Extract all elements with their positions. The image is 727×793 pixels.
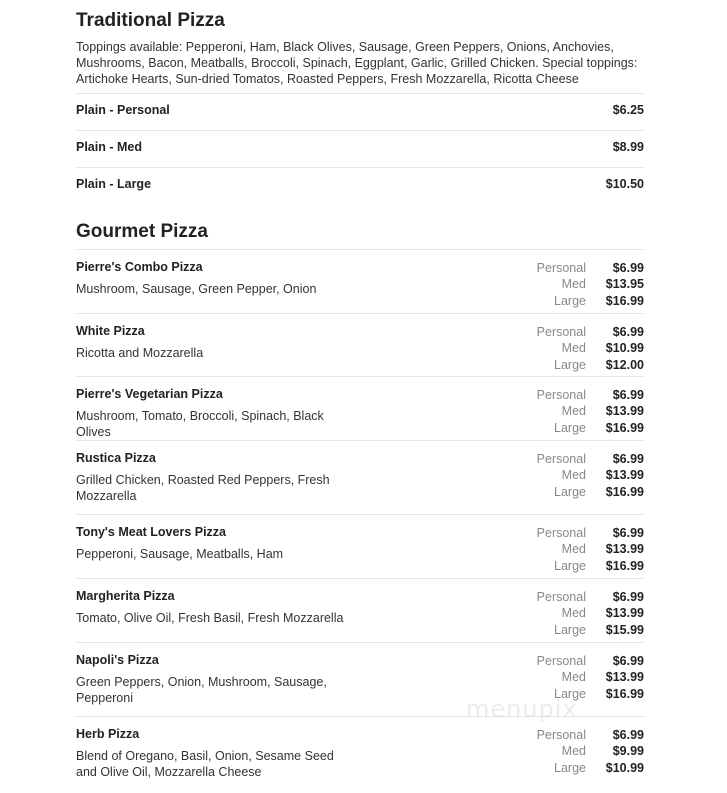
menu-item-plain-large[interactable] — [76, 167, 644, 205]
price-list — [484, 451, 644, 500]
price-row — [484, 357, 644, 373]
item-name: Plain - Large — [76, 177, 152, 191]
size-price: $10.99 — [605, 760, 644, 775]
item-price: $8.99 — [612, 140, 644, 154]
item-price: $6.25 — [612, 103, 644, 117]
size-price: $16.99 — [605, 293, 644, 308]
price-row — [484, 293, 644, 309]
size-label: Personal — [536, 261, 586, 275]
size-label: Large — [554, 558, 586, 573]
size-label: Personal — [536, 654, 586, 668]
size-price: $13.99 — [605, 542, 644, 557]
size-price: $13.99 — [605, 404, 644, 419]
item-name: Tony's Meat Lovers Pizza — [76, 525, 227, 539]
price-row — [484, 484, 644, 500]
traditional-pizza-heading: Traditional Pizza — [76, 10, 225, 31]
item-description: Pepperoni, Sausage, Meatballs, Ham — [76, 547, 284, 561]
price-row — [484, 324, 644, 340]
price-row — [484, 558, 644, 574]
size-price: $16.99 — [605, 420, 644, 435]
price-row — [484, 340, 644, 356]
size-label: Large — [554, 760, 586, 775]
size-label: Personal — [536, 452, 586, 466]
size-price: $15.99 — [605, 622, 644, 637]
item-name: White Pizza — [76, 324, 145, 338]
item-name: Plain - Personal — [76, 103, 170, 117]
menu-item[interactable] — [76, 249, 644, 314]
size-price: $6.99 — [612, 452, 644, 466]
size-label: Large — [554, 293, 586, 308]
size-label: Large — [554, 686, 586, 701]
price-list — [484, 589, 644, 638]
size-label: Med — [561, 341, 586, 356]
price-row — [484, 525, 644, 541]
item-description: Tomato, Olive Oil, Fresh Basil, Fresh Mozzarella — [76, 611, 344, 625]
gourmet-pizza-heading: Gourmet Pizza — [76, 221, 208, 242]
size-price: $16.99 — [605, 686, 644, 701]
size-label: Med — [561, 744, 586, 759]
size-label: Personal — [536, 325, 586, 339]
size-label: Personal — [536, 388, 586, 402]
price-row — [484, 387, 644, 403]
size-label: Personal — [536, 590, 586, 604]
size-label: Large — [554, 420, 586, 435]
menu-item[interactable] — [76, 514, 644, 579]
size-price: $6.99 — [612, 654, 644, 668]
price-list — [484, 525, 644, 574]
price-row — [484, 276, 644, 292]
menu-item[interactable] — [76, 313, 644, 377]
price-row — [484, 727, 644, 743]
menupix-watermark: menupix — [466, 695, 578, 723]
size-price: $10.99 — [605, 341, 644, 356]
item-description: Grilled Chicken, Roasted Red Peppers, Fresh Mozzarella — [76, 473, 330, 503]
item-name: Margherita Pizza — [76, 589, 175, 603]
size-price: $9.99 — [612, 744, 644, 759]
size-label: Med — [561, 404, 586, 419]
size-price: $6.99 — [612, 388, 644, 402]
item-name: Herb Pizza — [76, 727, 140, 741]
size-price: $6.99 — [612, 261, 644, 275]
price-row — [484, 420, 644, 436]
price-row — [484, 403, 644, 419]
price-row — [484, 669, 644, 685]
price-list — [484, 260, 644, 309]
menu-item[interactable] — [76, 578, 644, 643]
item-price: $10.50 — [605, 177, 644, 191]
item-name: Rustica Pizza — [76, 451, 156, 465]
item-name: Pierre's Vegetarian Pizza — [76, 387, 223, 401]
size-label: Personal — [536, 728, 586, 742]
size-price: $13.95 — [605, 277, 644, 292]
size-price: $13.99 — [605, 670, 644, 685]
size-label: Large — [554, 622, 586, 637]
menu-item[interactable] — [76, 376, 644, 441]
size-price: $12.00 — [605, 357, 644, 372]
price-list — [484, 324, 644, 373]
size-label: Med — [561, 670, 586, 685]
size-label: Med — [561, 606, 586, 621]
price-row — [484, 760, 644, 776]
price-row — [484, 743, 644, 759]
size-label: Med — [561, 542, 586, 557]
price-row — [484, 451, 644, 467]
price-row — [484, 622, 644, 638]
price-row — [484, 589, 644, 605]
size-price: $13.99 — [605, 606, 644, 621]
size-price: $13.99 — [605, 468, 644, 483]
size-price: $6.99 — [612, 590, 644, 604]
item-name: Pierre's Combo Pizza — [76, 260, 203, 274]
size-price: $6.99 — [612, 728, 644, 742]
size-label: Med — [561, 468, 586, 483]
menu-item[interactable] — [76, 716, 644, 793]
size-price: $6.99 — [612, 325, 644, 339]
price-list — [484, 387, 644, 436]
price-list — [484, 727, 644, 776]
size-label: Large — [554, 484, 586, 499]
item-description: Mushroom, Tomato, Broccoli, Spinach, Black Olives — [76, 409, 324, 439]
size-label: Med — [561, 277, 586, 292]
size-price: $16.99 — [605, 558, 644, 573]
size-price: $6.99 — [612, 526, 644, 540]
item-description: Ricotta and Mozzarella — [76, 346, 204, 360]
price-row — [484, 260, 644, 276]
price-row — [484, 605, 644, 621]
size-price: $16.99 — [605, 484, 644, 499]
price-row — [484, 541, 644, 557]
price-row — [484, 467, 644, 483]
item-name: Napoli's Pizza — [76, 653, 159, 667]
item-description: Blend of Oregano, Basil, Onion, Sesame Seed and Olive Oil, Mozzarella Cheese — [76, 749, 334, 779]
item-name: Plain - Med — [76, 140, 142, 154]
price-row — [484, 653, 644, 669]
item-description: Mushroom, Sausage, Green Pepper, Onion — [76, 282, 317, 296]
traditional-toppings-description: Toppings available: Pepperoni, Ham, Black Olives, Sausage, Green Peppers, Onions, Anchovies, Mushrooms, Bacon, Meatballs, Broccoli, Spinach, Eggplant, Garlic, Grilled Chicken. Special toppings: Artichoke Hearts, Sun-dried Tomatos, Roasted Peppers, Fresh Mozzarella, Ricotta Cheese — [76, 40, 638, 86]
menu-item-plain-med[interactable] — [76, 130, 644, 168]
menu-item[interactable] — [76, 440, 644, 515]
size-label: Personal — [536, 526, 586, 540]
size-label: Large — [554, 357, 586, 372]
item-description: Green Peppers, Onion, Mushroom, Sausage, Pepperoni — [76, 675, 327, 705]
menu-item-plain-personal[interactable] — [76, 93, 644, 131]
